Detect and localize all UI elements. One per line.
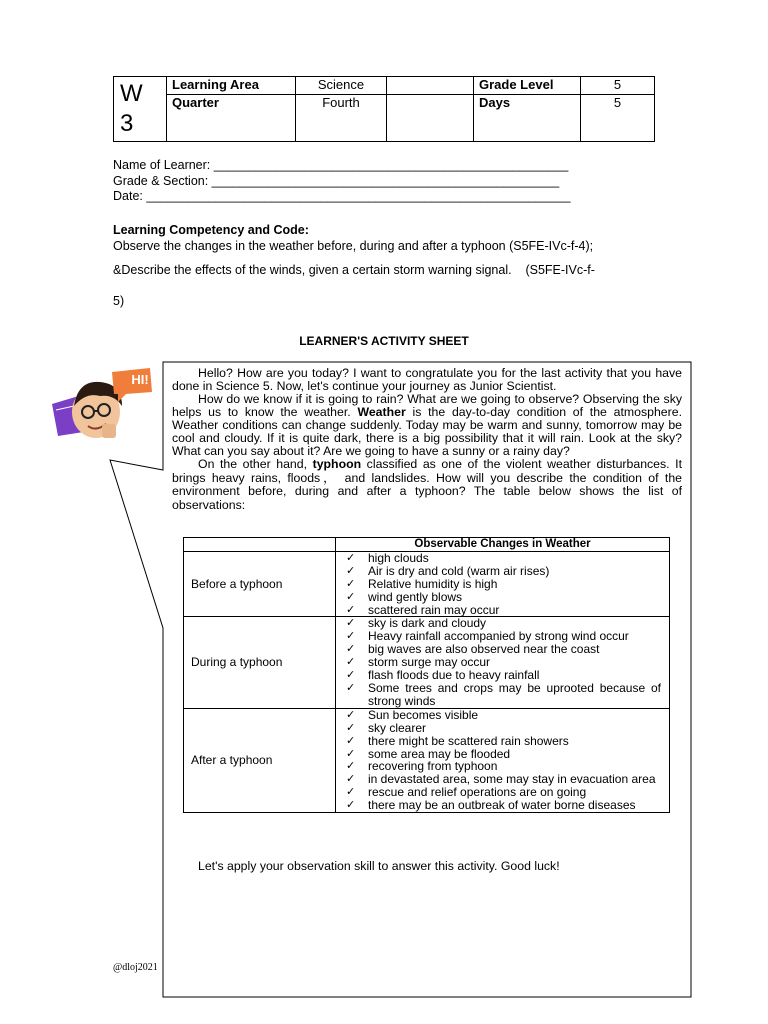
- intro-text: [172, 367, 682, 512]
- competency-line-1: Observe the changes in the weather before, during and after a typhoon (S5FE-IVc-f-4);: [113, 239, 594, 253]
- list-item: ✓ rescue and relief operations are on going: [344, 786, 661, 799]
- sheet-title: LEARNER'S ACTIVITY SHEET: [299, 334, 469, 348]
- list-item: ✓ Some trees and crops may be uprooted because of strong winds: [344, 682, 661, 708]
- list-item: ✓ sky clearer: [344, 722, 661, 735]
- list-item: ✓ Heavy rainfall accompanied by strong wind occur: [344, 630, 661, 643]
- list-item: ✓ high clouds: [344, 552, 661, 565]
- list-item: ✓ in devastated area, some may stay in evacuation area: [344, 773, 661, 786]
- list-item: ✓ there might be scattered rain showers: [344, 735, 661, 748]
- days-value: 5: [581, 95, 655, 142]
- table-corner: [184, 538, 336, 552]
- intro-paragraph-2: How do we know if it is going to rain? What are we going to observe? Observing the sky helps us to know the weather. Weather is the day-to-day condition of the atmosphere. Weather conditions can change suddenly. Today may be warm and sunny, tomorrow may be cool and cloudy. If it is quite dark, there is a big possibility that it will rain. Look at the sky? What can you say about it? Are we going to have a sunny or a rainy day?: [172, 392, 682, 458]
- learning-area-value: Science: [296, 77, 387, 95]
- table-row: [184, 551, 670, 617]
- list-item: ✓ flash floods due to heavy rainfall: [344, 669, 661, 682]
- table-row: [184, 617, 670, 708]
- grade-section-field[interactable]: Grade & Section: __________________________________________________: [113, 173, 560, 188]
- list-item: ✓ sky is dark and cloudy: [344, 617, 661, 630]
- list-item: ✓ storm surge may occur: [344, 656, 661, 669]
- grade-level-value: 5: [581, 77, 655, 95]
- date-field[interactable]: Date: _____________________________________________________________: [113, 189, 571, 203]
- list-item: ✓ recovering from typhoon: [344, 760, 661, 773]
- list-item: ✓ some area may be flooded: [344, 748, 661, 761]
- competency-line-2: &Describe the effects of the winds, given a certain storm warning signal. (S5FE-IVc-f-: [113, 263, 595, 277]
- intro-paragraph-1: Hello? How are you today? I want to congratulate you for the last activity that you have done in Science 5. Now, let's continue your journey as Junior Scientist.: [172, 366, 682, 393]
- observations-table: [183, 537, 670, 813]
- competency-heading: Learning Competency and Code:: [113, 223, 309, 237]
- competency-line-3: 5): [113, 294, 125, 308]
- phase-label: After a typhoon: [184, 708, 336, 812]
- list-item: ✓ Air is dry and cold (warm air rises): [344, 565, 661, 578]
- quarter-value: Fourth: [296, 95, 387, 142]
- quarter-label: Quarter: [167, 95, 296, 142]
- watermark: @dloj2021: [113, 962, 158, 973]
- week-label: W 3: [114, 77, 167, 142]
- list-item: ✓ big waves are also observed near the coast: [344, 643, 661, 656]
- table-row: [184, 708, 670, 812]
- name-field[interactable]: Name of Learner: ___________________________________________________: [113, 158, 569, 172]
- list-item: ✓ Sun becomes visible: [344, 709, 661, 722]
- list-item: ✓ Relative humidity is high: [344, 578, 661, 591]
- phase-label: During a typhoon: [184, 617, 336, 708]
- closing-text: Let's apply your observation skill to answer this activity. Good luck!: [198, 859, 560, 873]
- table-header: Observable Changes in Weather: [336, 538, 670, 552]
- learning-area-label: Learning Area: [167, 77, 296, 95]
- days-label: Days: [474, 95, 581, 142]
- list-item: ✓ scattered rain may occur: [344, 604, 661, 617]
- hi-badge: HI!: [131, 372, 149, 387]
- list-item: ✓ there may be an outbreak of water borne diseases: [344, 799, 661, 812]
- intro-paragraph-3: On the other hand, typhoon classified as one of the violent weather disturbances. It brings heavy rains, floods， and landslides. How will you describe the condition of the environment before, during and after a typhoon? The table below shows the list of observations:: [172, 457, 682, 512]
- phase-label: Before a typhoon: [184, 551, 336, 617]
- list-item: ✓ wind gently blows: [344, 591, 661, 604]
- grade-level-label: Grade Level: [474, 77, 581, 95]
